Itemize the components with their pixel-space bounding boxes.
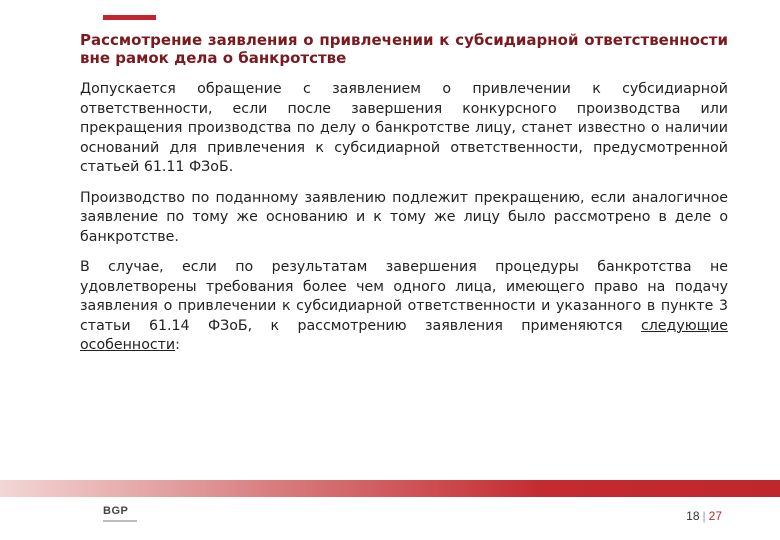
paragraph-3 bbox=[80, 258, 728, 356]
features-link[interactable]: следующие особенности bbox=[80, 317, 728, 353]
footer-band bbox=[0, 480, 780, 497]
logo-underline bbox=[103, 520, 137, 522]
paragraph-3-text: В случае, если по результатам завершения процедуры банкротства не удовлетворены требования более чем одного лица, имеющего право на подачу заявления о привлечении к субсидиарной ответственности и указанного в пункте 3 статьи 61.14 ФЗоБ, к рассмотрению заявления применяются bbox=[80, 259, 728, 334]
page-separator: | bbox=[702, 509, 706, 523]
slide-content bbox=[80, 80, 728, 356]
paragraph-2: Производство по поданному заявлению подлежит прекращению, если аналогичное заявление по тому же основанию и к тому же лицу было рассмотрено в деле о банкротстве. bbox=[80, 189, 728, 245]
bgp-logo-icon bbox=[103, 506, 139, 526]
page-total: 27 bbox=[708, 509, 722, 523]
accent-bar bbox=[103, 15, 156, 20]
paragraph-1: Допускается обращение с заявлением о привлечении к субсидиарной ответственности, если после завершения конкурсного производства или прекращения производства по делу о банкротстве лицу, станет известно о наличии оснований для привлечения к субсидиарной ответственности, предусмотренной статьей 61.11 ФЗоБ. bbox=[80, 81, 728, 175]
slide-title: Рассмотрение заявления о привлечении к субсидиарной ответственности вне рамок дела о банкротстве bbox=[80, 31, 728, 67]
page-number bbox=[686, 509, 722, 523]
page-current: 18 bbox=[686, 509, 700, 523]
paragraph-3-end: : bbox=[175, 337, 180, 353]
logo-text: BGP bbox=[103, 505, 129, 517]
